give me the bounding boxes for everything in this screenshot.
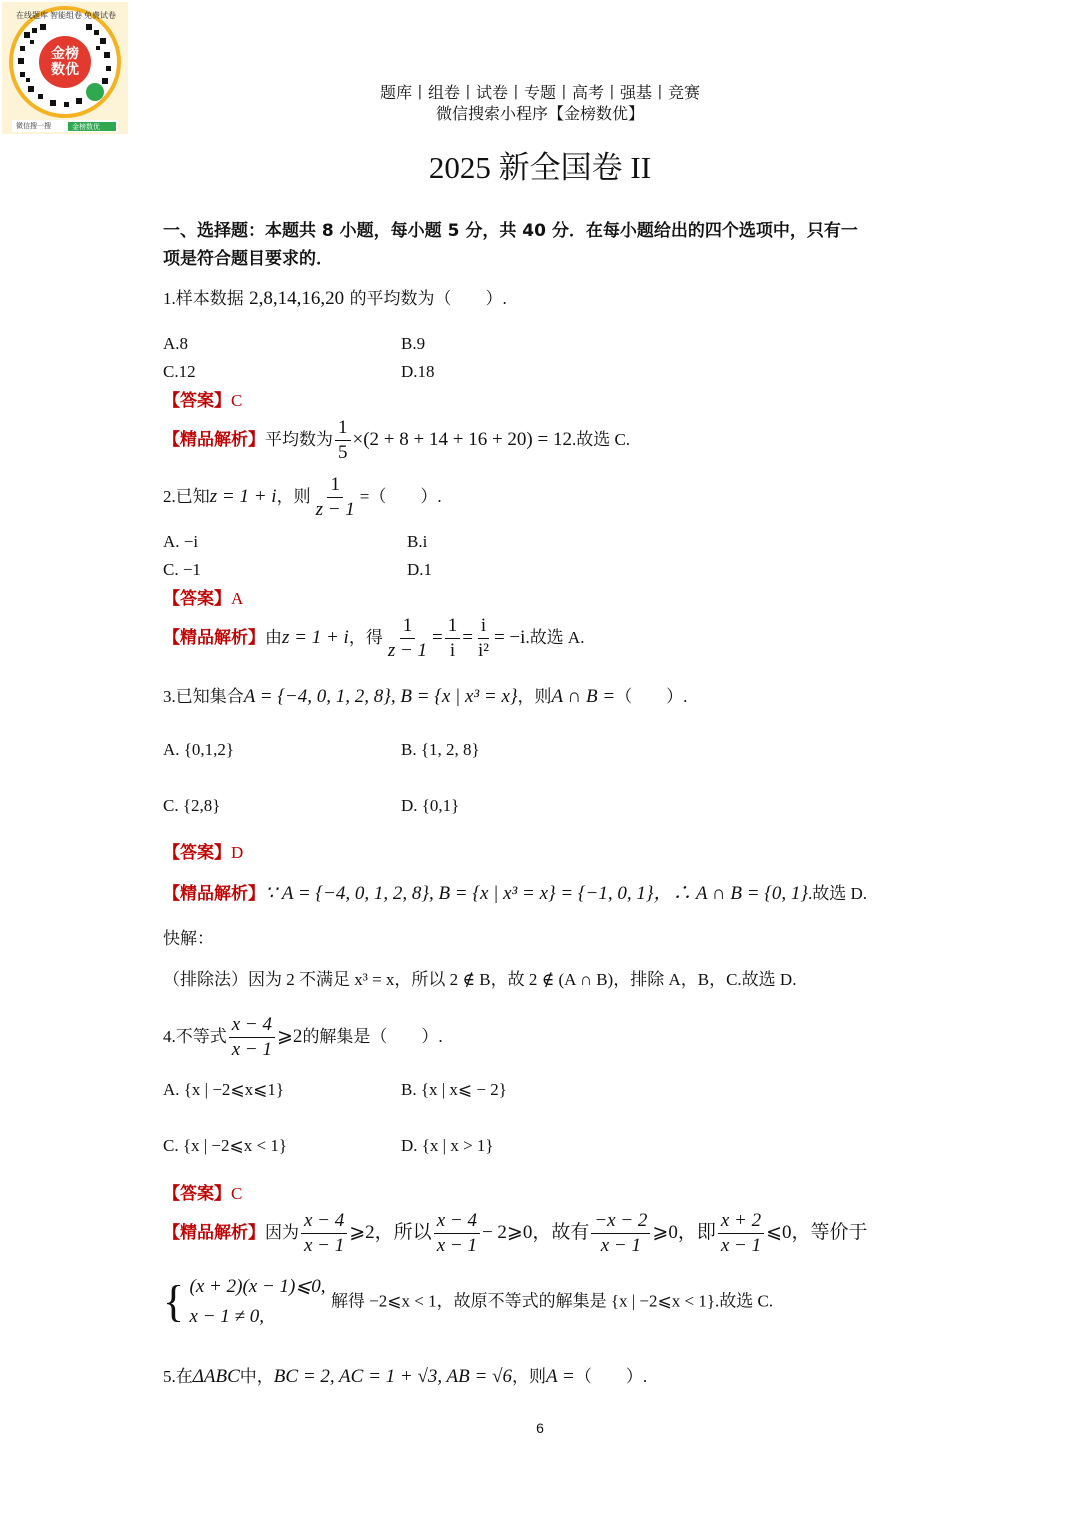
q2-suffix: =（ ）.: [359, 487, 442, 506]
q2-frac-num: 1: [327, 473, 343, 498]
q3-ana-post: .故选 D.: [807, 884, 867, 903]
q4-a3r: ⩾0，即: [652, 1222, 716, 1243]
q2-f2-den: i: [449, 640, 456, 661]
q1-answer: [163, 388, 242, 414]
page-title: 2025 新全国卷 II: [428, 150, 652, 185]
q3-option-a: A. {0,1,2}: [163, 740, 235, 759]
q1-fraction: [335, 416, 351, 465]
q4-option-a: A. {x | −2⩽x⩽1}: [163, 1080, 285, 1099]
q2-ana-z: z = 1 + i: [282, 627, 349, 648]
q2-f3-num: i: [478, 614, 489, 639]
q3-option-c: C. {2,8}: [163, 796, 221, 815]
analysis-label: 【精品解析】: [163, 430, 265, 450]
q2-ana-frac-1: [385, 614, 430, 663]
q3-answer: [163, 840, 243, 866]
q1-option-c: C.12: [163, 362, 196, 381]
q2-ana-mid: ，得: [348, 628, 383, 647]
q1-option-a: A.8: [163, 334, 189, 353]
q4-a2-num: x − 4: [434, 1209, 480, 1234]
q4-a4-num: x + 2: [718, 1209, 764, 1234]
q3-option-d: D. {0,1}: [401, 796, 460, 815]
header-line-2: 微信搜索小程序【金榜数优】: [435, 106, 644, 123]
q2-ana-pre: 由: [265, 628, 282, 647]
logo-footer-left: 微信搜一搜: [16, 122, 51, 130]
left-brace: {: [163, 1277, 185, 1326]
q4-a2-den: x − 1: [436, 1235, 477, 1256]
q3-answer-value: D: [231, 843, 244, 862]
q4-fraction: [229, 1013, 275, 1062]
q2-prefix: 2.已知: [163, 487, 210, 506]
page-number: 6: [536, 1420, 544, 1436]
q2-f1-den: z − 1: [387, 640, 428, 661]
header-line-1: 题库丨组卷丨试卷丨专题丨高考丨强基丨竞赛: [379, 85, 700, 102]
q4-a4-den: x − 1: [720, 1235, 762, 1256]
q2-z: z = 1 + i: [209, 486, 277, 507]
q1-answer-value: C: [231, 391, 243, 410]
q4-option-d: D. {x | x > 1}: [401, 1136, 494, 1155]
answer-label: 【答案】: [163, 843, 231, 863]
q3-sets: A = {−4, 0, 1, 2, 8}, B = {x | x³ = x}: [243, 686, 518, 707]
q2-f1-num: 1: [400, 614, 416, 639]
question-1: [163, 286, 507, 312]
question-3: [163, 684, 687, 710]
q5-suffix: （ ）.: [574, 1367, 648, 1386]
question-2: [163, 473, 442, 522]
q4-a1-den: x − 1: [304, 1235, 345, 1256]
answer-label: 【答案】: [163, 391, 231, 411]
section-heading-line-1: 一、选择题：本题共 8 小题，每小题 5 分，共 40 分．在每小题给出的四个选项中，只有一: [163, 221, 858, 241]
q4-answer: [163, 1181, 242, 1207]
q2-f3-den: i²: [477, 640, 489, 661]
q4-system-lines: [190, 1272, 326, 1332]
q3-expr: A ∩ B =: [551, 686, 616, 707]
q3-quick-label: 快解：: [163, 929, 214, 948]
q4-a4r: ⩽0，等价于: [766, 1222, 868, 1243]
question-5: [163, 1364, 647, 1390]
q2-ana-result: = −i: [493, 627, 526, 648]
q1-frac-den: 5: [338, 442, 348, 463]
q4-a3-den: x − 1: [600, 1235, 642, 1256]
q4-a2-frac: [434, 1209, 480, 1258]
section-heading-line-2: 项是符合题目要求的．: [163, 249, 333, 269]
q2-answer: [163, 586, 243, 612]
question-4: [163, 1013, 443, 1062]
q2-f2-num: 1: [445, 614, 461, 639]
logo-center-text: 金榜数优: [51, 46, 79, 78]
q5-expr: BC = 2, AC = 1 + √3, AB = √6: [273, 1366, 513, 1387]
q3-mid: ，则: [517, 687, 552, 706]
q1-prefix: 1.样本数据: [163, 289, 244, 308]
q5-prefix: 5.在: [163, 1367, 193, 1386]
q2-answer-value: A: [231, 589, 244, 608]
q5-mid: 中，: [239, 1367, 274, 1386]
q4-option-c: C. {x | −2⩽x < 1}: [163, 1136, 287, 1155]
logo-ring-text: 在线题库 智能组卷 免费试卷: [16, 11, 116, 20]
q4-a2r: − 2⩾0，故有: [481, 1222, 590, 1243]
q2-mid: ，则: [276, 487, 311, 506]
q1-option-b: B.9: [401, 334, 426, 353]
q2-fraction: [313, 473, 358, 522]
q3-exclude-method: （排除法）因为 2 不满足 x³ = x，所以 2 ∉ B，故 2 ∉ (A ∩ B)，排除 A，B，C.故选 D.: [163, 970, 797, 989]
q2-ana-frac-2: [445, 614, 461, 663]
q2-option-d: D.1: [407, 560, 433, 579]
q4-prefix: 4.不等式: [163, 1027, 227, 1046]
q5-mid2: ，则: [512, 1367, 547, 1386]
q4-system-line-1: (x + 2)(x − 1)⩽0,: [189, 1276, 326, 1297]
q4-analysis: [163, 1209, 868, 1258]
q2-option-b: B.i: [407, 532, 428, 551]
q1-option-d: D.18: [401, 362, 435, 381]
q4-system-line-2: x − 1 ≠ 0,: [189, 1306, 264, 1327]
q2-frac-den: z − 1: [315, 499, 355, 520]
analysis-label: 【精品解析】: [163, 884, 265, 904]
q4-frac-den: x − 1: [231, 1039, 273, 1060]
q2-ana-post: .故选 A.: [525, 628, 585, 647]
q3-analysis: [163, 881, 867, 907]
q2-analysis: 【精品解析】由z = 1 + i，得 $\frac{1}{z - 1}$ = $\frac{1}{i}$ = $\frac{i}{\text{i²}}$ = −i.故选 A.: [163, 615, 585, 661]
logo-footer-right: 金榜数优: [72, 123, 100, 131]
q2-ana-frac-3: [475, 614, 492, 663]
q1-analysis: [163, 416, 630, 465]
q4-a3-num: −x − 2: [591, 1209, 650, 1234]
q1-expr: ×(2 + 8 + 14 + 16 + 20) = 12: [352, 429, 572, 450]
analysis-label: 【精品解析】: [163, 628, 265, 648]
q4-system-result: 解得 −2⩽x < 1，故原不等式的解集是 {x | −2⩽x < 1}.故选 C.: [330, 1291, 774, 1311]
q3-prefix: 3.已知集合: [163, 687, 244, 706]
q2-option-a: A. −i: [163, 532, 199, 551]
q4-a1: 因为: [265, 1223, 299, 1242]
q3-suffix: （ ）.: [615, 687, 688, 706]
q5-ask: A =: [546, 1366, 575, 1387]
q5-triangle: ΔABC: [192, 1366, 240, 1387]
answer-label: 【答案】: [163, 1184, 231, 1204]
q1-suffix: 的平均数为（ ）.: [349, 289, 507, 308]
q4-a1-num: x − 4: [301, 1209, 347, 1234]
q2-option-c: C. −1: [163, 560, 201, 579]
q4-system: [163, 1272, 773, 1332]
q4-frac-num: x − 4: [229, 1013, 275, 1038]
q4-suffix: 的解集是（ ）.: [302, 1027, 443, 1046]
q1-data: 2,8,14,16,20: [249, 288, 345, 309]
q4-relation: ⩾2: [277, 1026, 303, 1047]
q4-a4-frac: [718, 1209, 764, 1258]
q4-a1r: ⩾2，所以: [349, 1222, 432, 1243]
q3-ana: ∵ A = {−4, 0, 1, 2, 8}, B = {x | x³ = x} = {−1, 0, 1}，∴ A ∩ B = {0, 1}: [265, 883, 808, 904]
q1-ana-post: .故选 C.: [571, 430, 631, 449]
q1-frac-num: 1: [335, 416, 351, 441]
q4-a3-frac: [591, 1209, 650, 1258]
q1-ana-pre: 平均数为: [265, 430, 333, 449]
q3-option-b: B. {1, 2, 8}: [401, 740, 480, 759]
analysis-label: 【精品解析】: [163, 1223, 265, 1243]
q4-a1-frac: [301, 1209, 347, 1258]
q4-answer-value: C: [231, 1184, 243, 1203]
answer-label: 【答案】: [163, 589, 231, 609]
q4-option-b: B. {x | x⩽ − 2}: [401, 1080, 507, 1099]
